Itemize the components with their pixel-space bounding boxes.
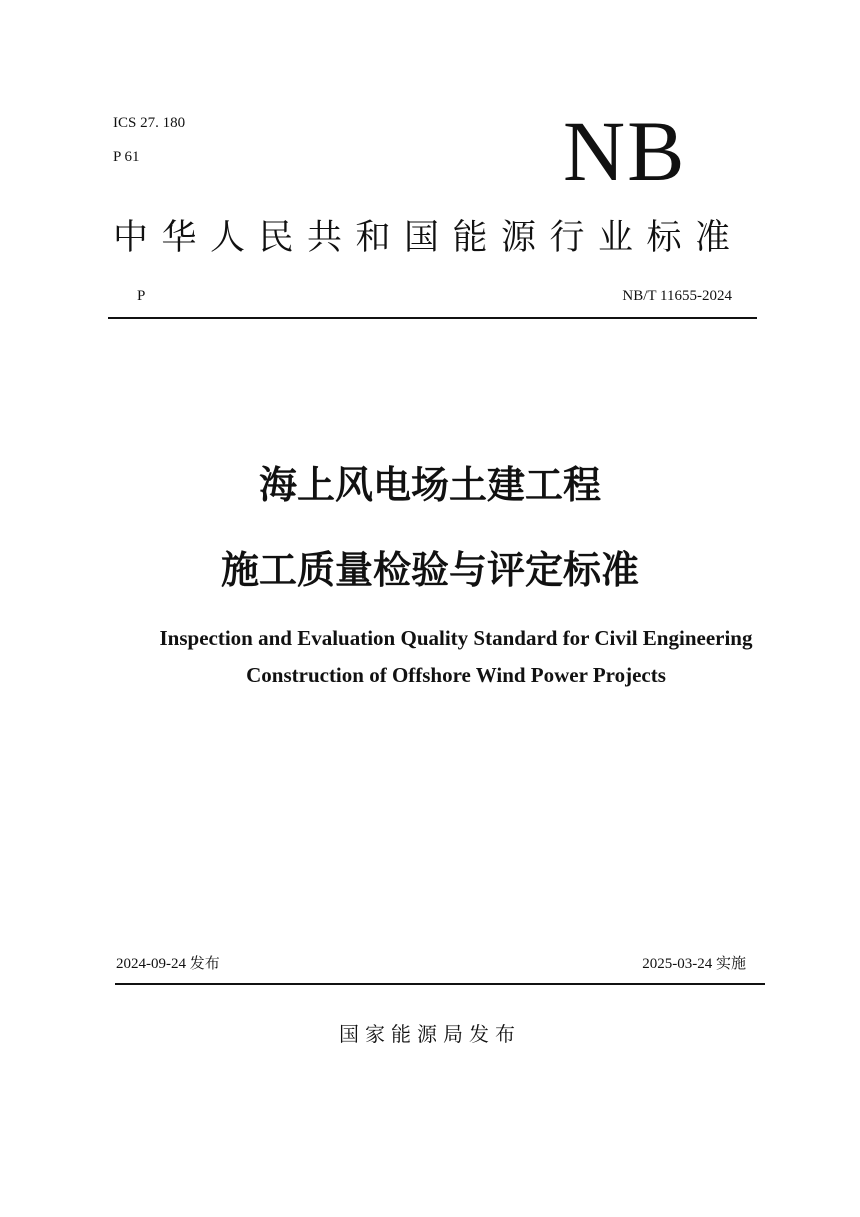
english-title-line-2: Construction of Offshore Wind Power Projects bbox=[246, 663, 666, 687]
ccs-code: P 61 bbox=[113, 149, 140, 165]
classification-letter: P bbox=[137, 288, 146, 304]
bottom-divider bbox=[115, 983, 765, 985]
top-divider bbox=[108, 317, 757, 319]
implementation-date: 2025-03-24 实施 bbox=[642, 956, 746, 972]
issue-date: 2024-09-24 发布 bbox=[116, 956, 220, 972]
agency-title: 中华人民共和国能源行业标准 bbox=[113, 218, 744, 258]
english-title-line-1: Inspection and Evaluation Quality Standard for Civil Engineering bbox=[159, 626, 753, 650]
standard-number: NB/T 11655-2024 bbox=[622, 288, 732, 304]
publisher: 国家能源局发布 bbox=[339, 1022, 521, 1046]
chinese-title-line-1: 海上风电场土建工程 bbox=[258, 463, 601, 507]
nb-logo: NB bbox=[563, 103, 687, 199]
chinese-title-line-2: 施工质量检验与评定标准 bbox=[220, 548, 639, 592]
ics-code: ICS 27. 180 bbox=[113, 115, 186, 131]
